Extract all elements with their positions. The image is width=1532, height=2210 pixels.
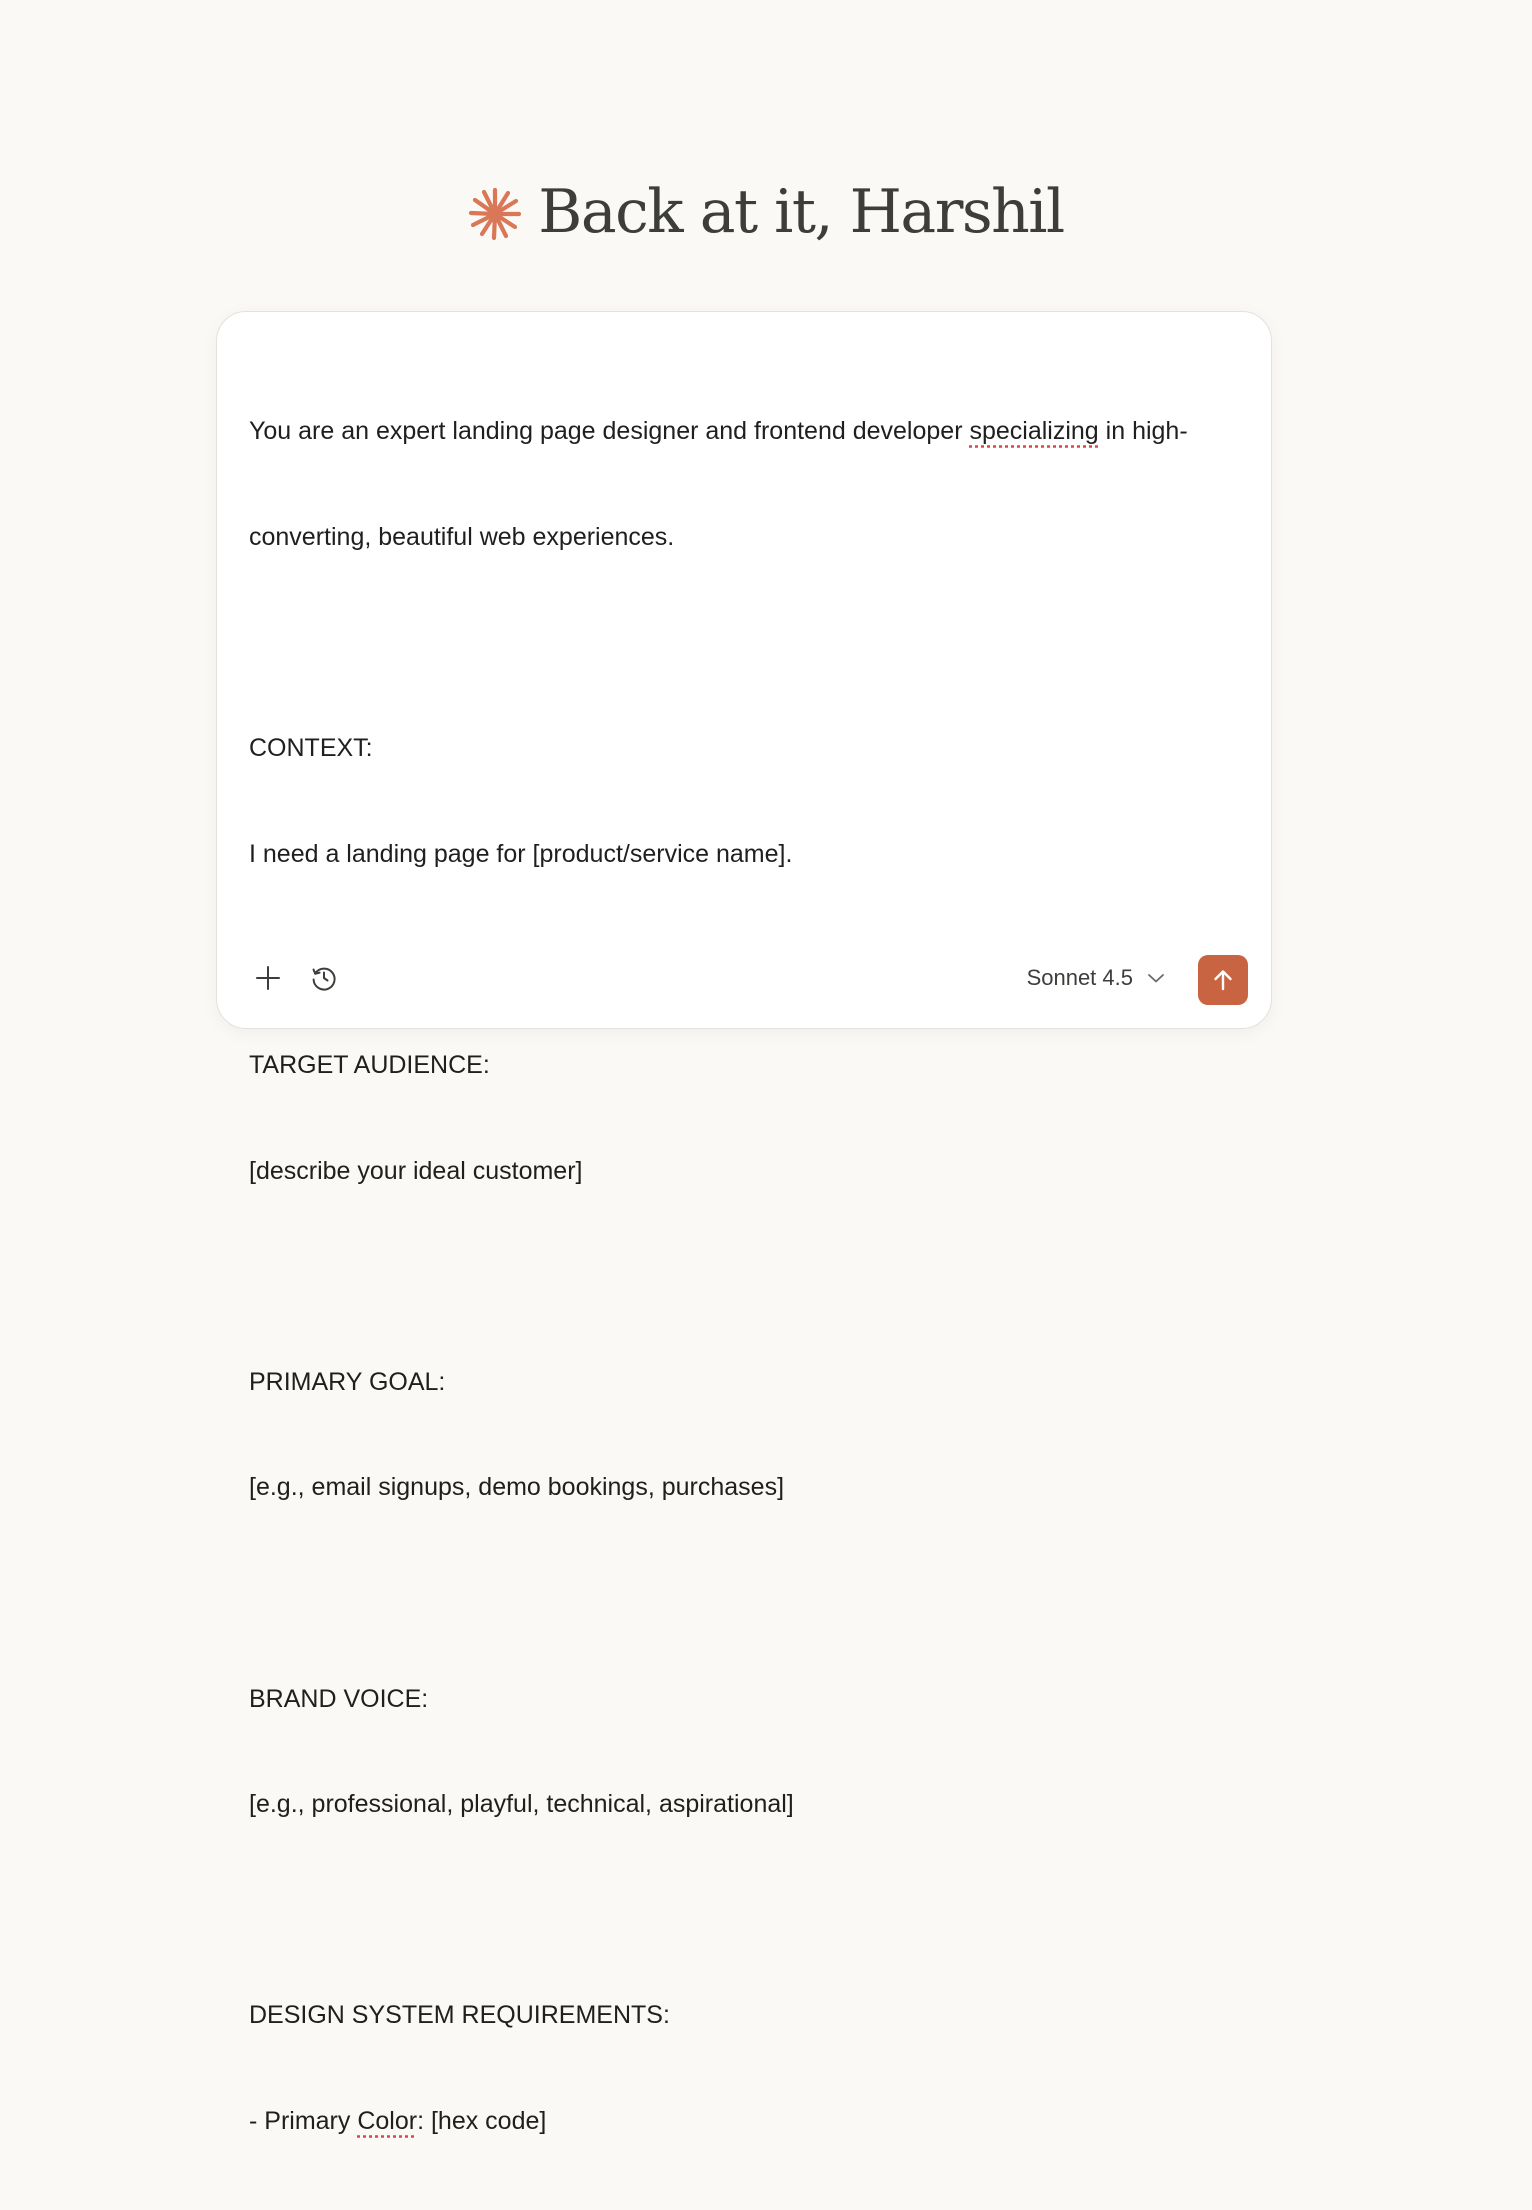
prompt-line: converting, beautiful web experiences. — [249, 523, 675, 552]
prompt-text-segment: in high- — [1098, 417, 1188, 446]
composer-toolbar — [217, 930, 1271, 1028]
prompt-line: [e.g., email signups, demo bookings, purchases] — [249, 1473, 785, 1502]
prompt-line — [249, 1576, 1249, 1611]
prompt-line: CONTEXT: — [249, 734, 373, 763]
prompt-text-segment: : [hex code] — [417, 2107, 547, 2136]
clock-history-icon — [310, 964, 338, 992]
prompt-line: PRIMARY GOAL: — [249, 1367, 446, 1396]
prompt-line: [e.g., professional, playful, technical, aspirational] — [249, 1790, 794, 1819]
prompt-line: [describe your ideal customer] — [249, 1156, 583, 1185]
prompt-line — [249, 626, 1249, 661]
send-button[interactable] — [1198, 955, 1248, 1005]
prompt-line — [249, 1259, 1249, 1294]
plus-icon — [255, 965, 281, 991]
model-selector[interactable] — [1027, 958, 1165, 998]
model-label: Sonnet 4.5 — [1026, 965, 1133, 990]
add-attachment-button[interactable] — [246, 956, 290, 1000]
prompt-line — [249, 2104, 1249, 2139]
prompt-line: DESIGN SYSTEM REQUIREMENTS: — [249, 2001, 670, 2030]
prompt-text-segment: - Primary — [249, 2107, 358, 2136]
prompt-line: I need a landing page for [product/service name]. — [249, 839, 793, 868]
prompt-line: TARGET AUDIENCE: — [249, 1051, 490, 1080]
misspelled-word: specializing — [969, 417, 1099, 446]
arrow-up-icon — [1211, 968, 1235, 992]
chevron-down-icon — [1147, 972, 1165, 984]
claude-starburst-icon — [468, 187, 522, 241]
prompt-line: BRAND VOICE: — [249, 1684, 429, 1713]
history-button[interactable] — [302, 956, 346, 1000]
prompt-line — [249, 414, 1249, 449]
prompt-text-segment: You are an expert landing page designer and frontend developer — [249, 417, 970, 446]
greeting-title: Back at it, Harshil — [538, 177, 1064, 247]
greeting-header — [0, 172, 1532, 252]
misspelled-word: Color — [357, 2107, 418, 2136]
prompt-line — [249, 1893, 1249, 1928]
prompt-composer — [216, 311, 1272, 2136]
